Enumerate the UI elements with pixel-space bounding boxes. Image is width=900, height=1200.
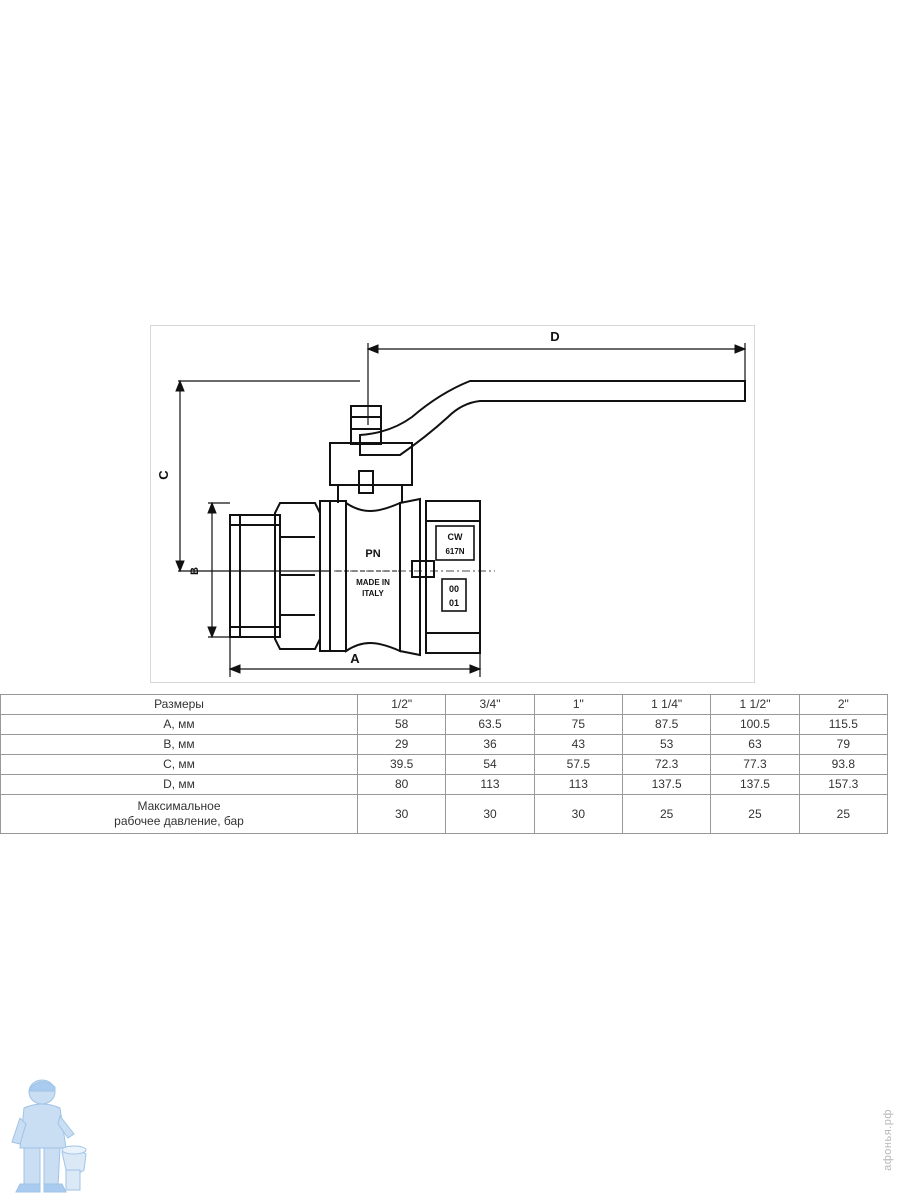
mark-made-in: MADE IN	[356, 578, 390, 587]
value-cell: 157.3	[799, 775, 887, 795]
header-size-cell: 1"	[534, 695, 622, 715]
value-cell: 72.3	[622, 755, 710, 775]
table-row-pressure	[1, 795, 888, 834]
value-cell: 115.5	[799, 715, 887, 735]
value-cell: 54	[446, 755, 534, 775]
value-cell: 53	[622, 735, 710, 755]
table-row-b	[1, 735, 888, 755]
value-cell: 137.5	[622, 775, 710, 795]
header-size-cell: 1/2"	[358, 695, 446, 715]
dim-a-label: A	[350, 651, 360, 666]
value-cell: 30	[446, 795, 534, 834]
header-size-cell: 3/4"	[446, 695, 534, 715]
value-cell: 36	[446, 735, 534, 755]
row-label-cell: C, мм	[1, 755, 358, 775]
mark-pn: PN	[365, 548, 381, 560]
drawing-frame	[151, 326, 755, 683]
tag-cw-text-2: 617N	[445, 547, 465, 556]
row-label-cell: B, мм	[1, 735, 358, 755]
value-cell: 100.5	[711, 715, 799, 735]
value-cell: 29	[358, 735, 446, 755]
table-row-c	[1, 755, 888, 775]
table-row-a	[1, 715, 888, 735]
header-size-cell: 1 1/4"	[622, 695, 710, 715]
value-cell: 75	[534, 715, 622, 735]
table-row-d	[1, 775, 888, 795]
value-cell: 113	[446, 775, 534, 795]
table-header-row	[1, 695, 888, 715]
value-cell: 39.5	[358, 755, 446, 775]
value-cell: 63	[711, 735, 799, 755]
mark-italy: ITALY	[362, 589, 384, 598]
value-cell: 25	[711, 795, 799, 834]
valve-drawing	[150, 325, 755, 683]
value-cell: 80	[358, 775, 446, 795]
header-size-cell: 2"	[799, 695, 887, 715]
value-cell: 87.5	[622, 715, 710, 735]
pressure-label-line-1: Максимальное	[137, 799, 221, 813]
site-watermark: афонья.рф	[882, 1109, 894, 1171]
value-cell: 43	[534, 735, 622, 755]
row-label-cell: A, мм	[1, 715, 358, 735]
value-cell: 30	[534, 795, 622, 834]
tag-cw-text-1: CW	[447, 532, 463, 542]
header-size-cell: 1 1/2"	[711, 695, 799, 715]
dimensions-table	[0, 694, 888, 834]
plumber-mascot-icon	[10, 1078, 90, 1196]
value-cell: 30	[358, 795, 446, 834]
pressure-label-line-2: рабочее давление, бар	[114, 814, 244, 828]
value-cell: 25	[799, 795, 887, 834]
tag-code-text-2: 01	[448, 598, 460, 608]
dim-c-label: C	[156, 470, 171, 480]
value-cell: 63.5	[446, 715, 534, 735]
value-cell: 93.8	[799, 755, 887, 775]
value-cell: 77.3	[711, 755, 799, 775]
dim-d-label: D	[550, 329, 560, 344]
value-cell: 113	[534, 775, 622, 795]
value-cell: 79	[799, 735, 887, 755]
value-cell: 58	[358, 715, 446, 735]
value-cell: 25	[622, 795, 710, 834]
value-cell: 57.5	[534, 755, 622, 775]
row-label-cell	[1, 795, 358, 834]
header-label-cell: Размеры	[1, 695, 358, 715]
row-label-cell: D, мм	[1, 775, 358, 795]
tag-code-text-1: 00	[448, 584, 460, 594]
value-cell: 137.5	[711, 775, 799, 795]
dim-b-label: B	[189, 567, 201, 575]
